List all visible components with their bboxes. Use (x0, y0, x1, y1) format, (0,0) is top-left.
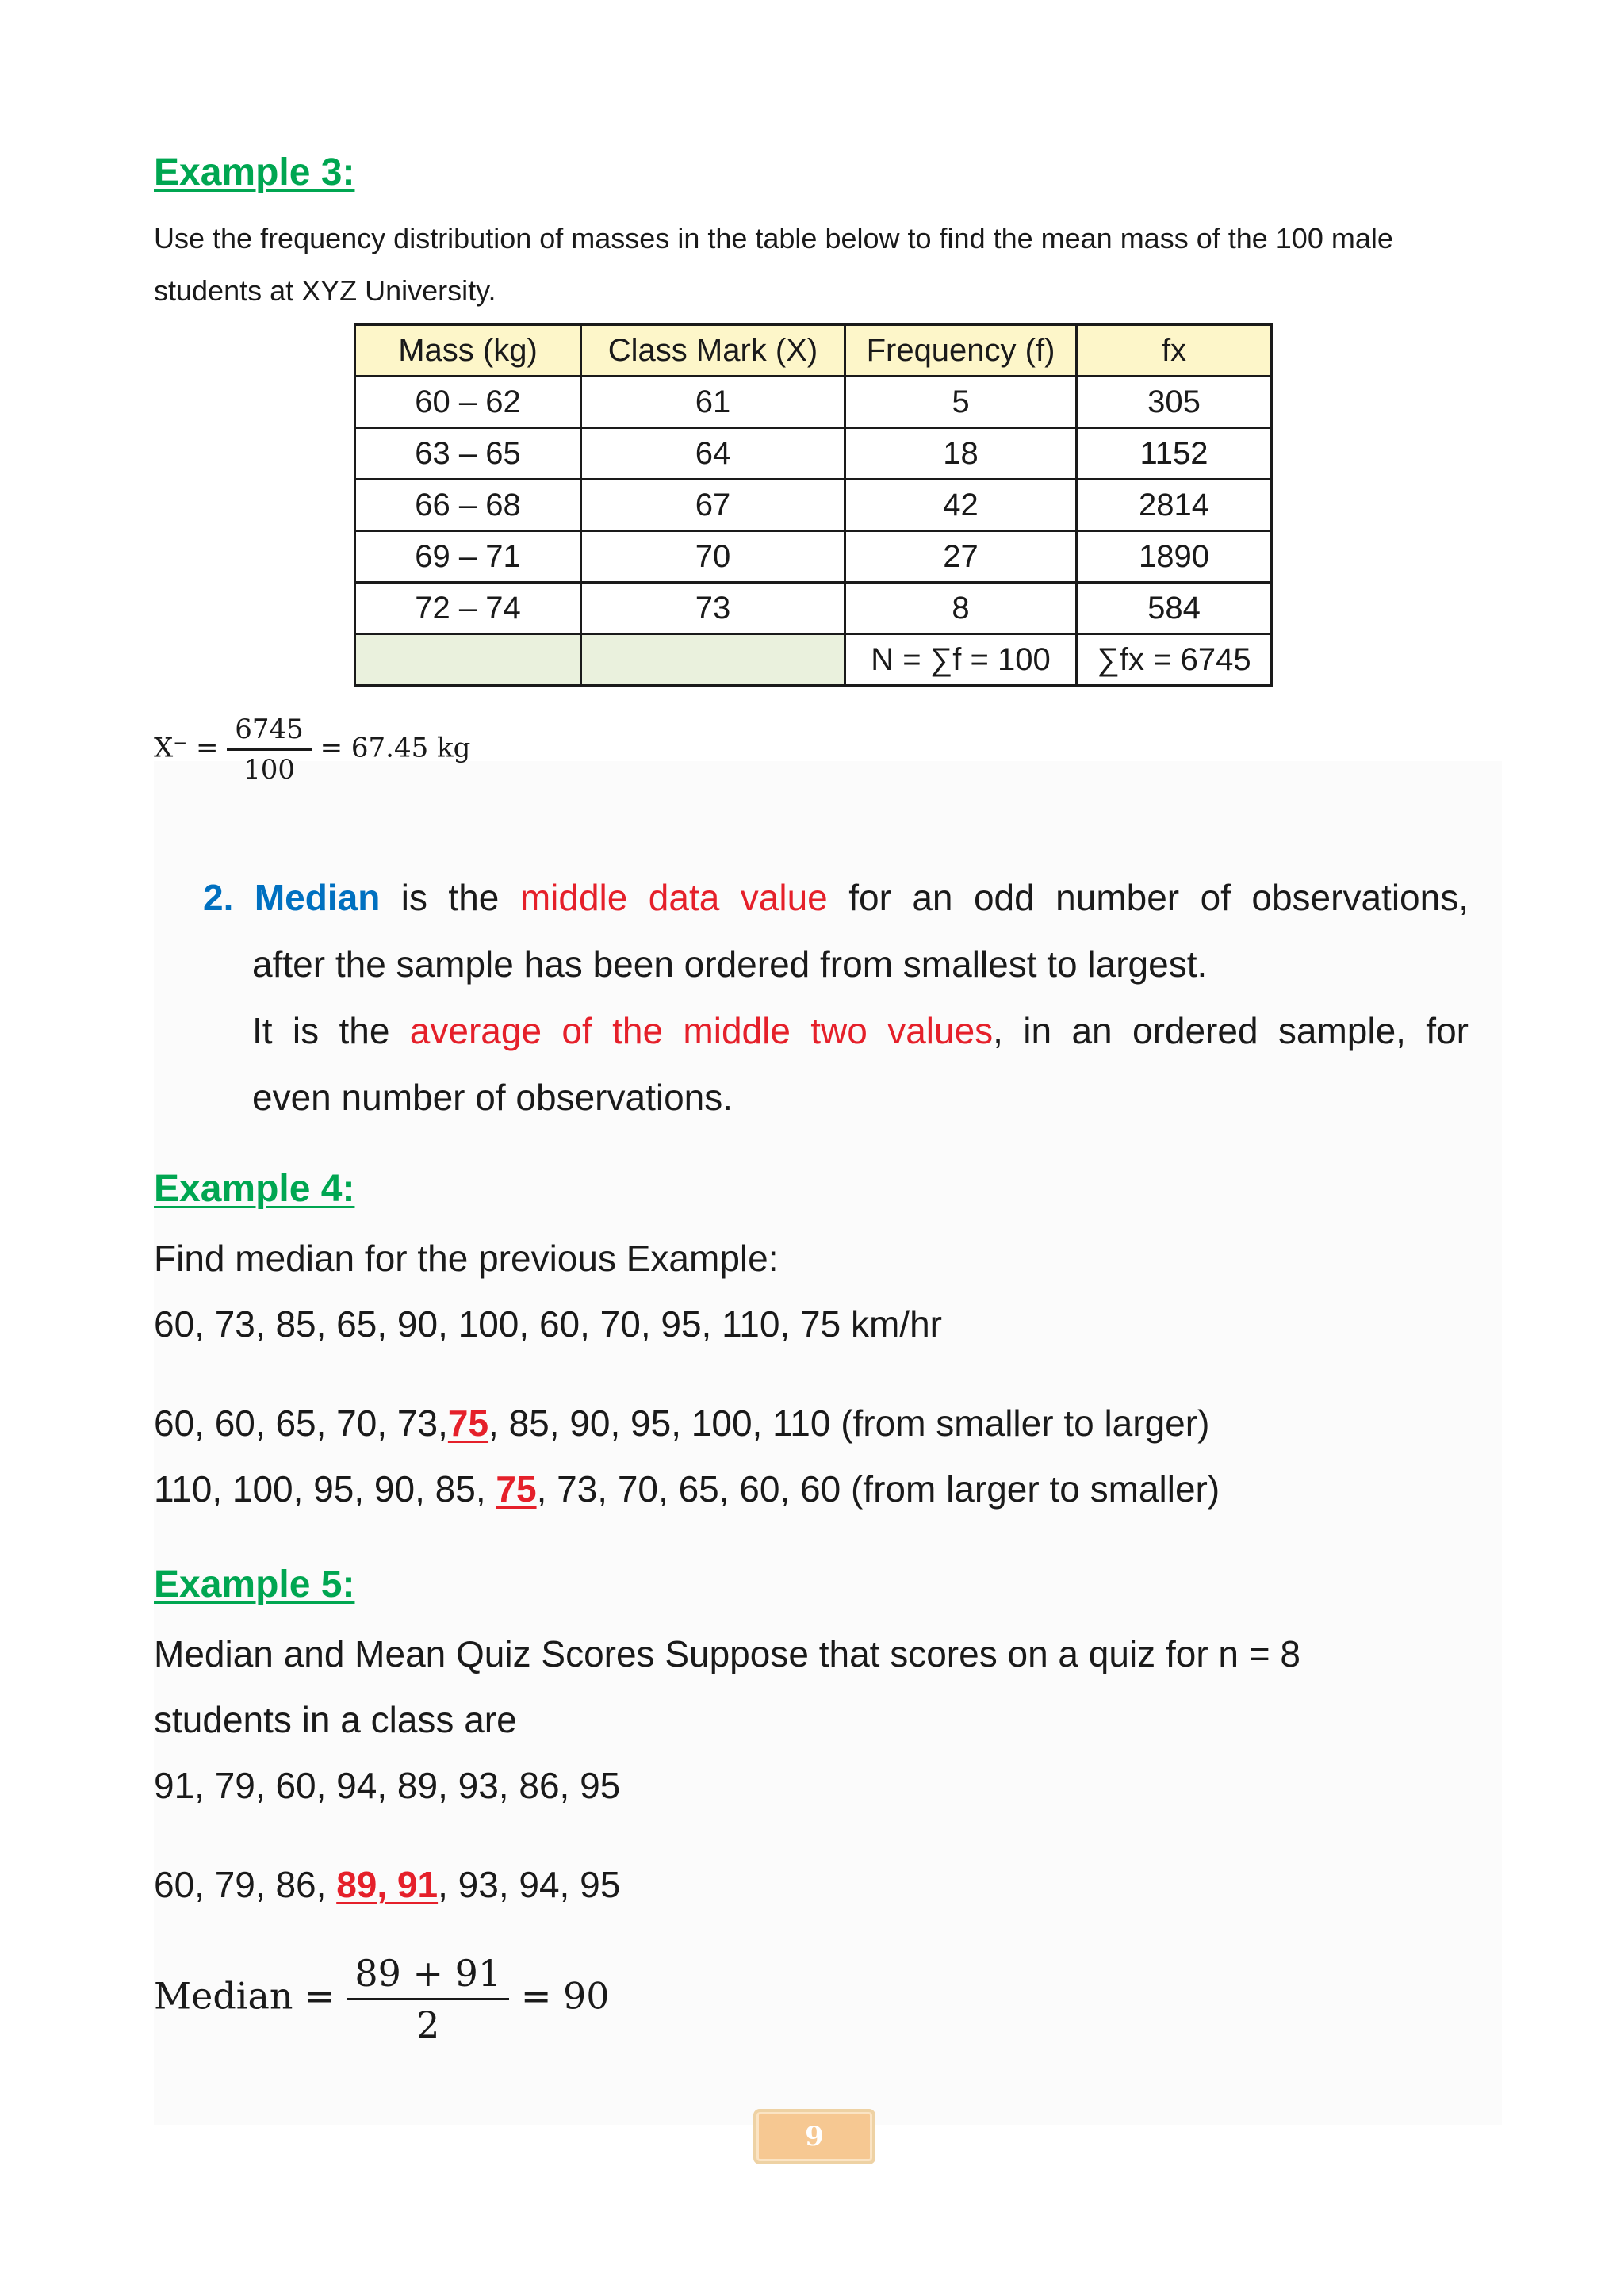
ascending-median: 75 (447, 1402, 489, 1444)
example-4-line-2: 60, 73, 85, 65, 90, 100, 60, 70, 95, 110, 75 km/hr (154, 1303, 942, 1345)
sorted-median-pair: 89, 91 (336, 1864, 439, 1905)
mean-formula (154, 714, 470, 786)
median-formula (154, 1952, 610, 2046)
cell-fx: 584 (1077, 583, 1272, 634)
cell-class-mark: 73 (581, 583, 845, 634)
median-text-1: is the (380, 877, 520, 918)
median-formula-lhs: Median = (154, 1974, 335, 2018)
cell-mass: 66 – 68 (355, 480, 581, 531)
median-highlight-2: average of the middle two values (409, 1010, 994, 1051)
median-text-4: , in an ordered sample, for (993, 1010, 1469, 1051)
descending-median: 75 (496, 1468, 537, 1510)
example-5-sorted (154, 1863, 620, 1906)
example-5-line-2: students in a class are (154, 1699, 517, 1740)
cell-frequency: 8 (845, 583, 1077, 634)
median-line-2: after the sample has been ordered from smallest to largest. (252, 943, 1208, 985)
cell-mass: 69 – 71 (355, 531, 581, 583)
header-class-mark: Class Mark (X) (581, 325, 845, 377)
cell-class-mark: 64 (581, 428, 845, 480)
table-row (355, 428, 1272, 480)
median-denominator: 2 (347, 1998, 509, 2046)
header-frequency: Frequency (f) (845, 325, 1077, 377)
cell-fx: 1890 (1077, 531, 1272, 583)
cell-total-empty (355, 634, 581, 686)
cell-fx: 2814 (1077, 480, 1272, 531)
cell-frequency: 18 (845, 428, 1077, 480)
median-text-3: It is the (252, 1010, 410, 1051)
example-4-ascending (154, 1402, 1209, 1445)
example-3-heading: Example 3: (154, 151, 355, 193)
frequency-table (354, 323, 1273, 687)
example-5-line-3: 91, 79, 60, 94, 89, 93, 86, 95 (154, 1765, 621, 1806)
example-3-intro: Use the frequency distribution of masses in the table below to find the mean mass of the 100 male students at XYZ University. (154, 222, 1393, 307)
cell-frequency: 42 (845, 480, 1077, 531)
median-definition (203, 864, 1469, 1131)
cell-total-fx: ∑fx = 6745 (1077, 634, 1272, 686)
table-row (355, 377, 1272, 428)
cell-fx: 1152 (1077, 428, 1272, 480)
cell-total-empty (581, 634, 845, 686)
ascending-prefix: 60, 60, 65, 70, 73, (154, 1402, 448, 1444)
mean-denominator: 100 (227, 748, 312, 786)
cell-mass: 72 – 74 (355, 583, 581, 634)
example-4-descending (154, 1468, 1220, 1510)
cell-mass: 63 – 65 (355, 428, 581, 480)
median-number: 2. (203, 877, 234, 918)
page-number-badge: 9 (753, 2109, 875, 2164)
cell-frequency: 5 (845, 377, 1077, 428)
descending-suffix: , 73, 70, 65, 60, 60 (from larger to smaller) (536, 1468, 1220, 1510)
example-4-heading: Example 4: (154, 1168, 355, 1210)
header-mass: Mass (kg) (355, 325, 581, 377)
median-formula-rhs: = 90 (520, 1974, 610, 2018)
sorted-prefix: 60, 79, 86, (154, 1864, 337, 1905)
median-term: Median (254, 877, 381, 918)
table-row (355, 583, 1272, 634)
cell-frequency: 27 (845, 531, 1077, 583)
cell-class-mark: 61 (581, 377, 845, 428)
header-fx: fx (1077, 325, 1272, 377)
median-fraction (347, 1952, 509, 2046)
ascending-suffix: , 85, 90, 95, 100, 110 (from smaller to larger) (488, 1402, 1210, 1444)
median-line-4: even number of observations. (252, 1077, 733, 1118)
table-row (355, 480, 1272, 531)
mean-rhs: = 67.45 kg (320, 732, 471, 764)
descending-prefix: 110, 100, 95, 90, 85, (154, 1468, 496, 1510)
example-4-line-1: Find median for the previous Example: (154, 1238, 779, 1279)
mean-fraction (227, 714, 312, 786)
mean-lhs: X⁻ = (154, 732, 219, 764)
median-numerator: 89 + 91 (354, 1952, 502, 1995)
median-text-2: for an odd number of observations, (827, 877, 1469, 918)
table-header-row (355, 325, 1272, 377)
table-total-row (355, 634, 1272, 686)
example-5-line-1: Median and Mean Quiz Scores Suppose that scores on a quiz for n = 8 (154, 1633, 1301, 1674)
median-highlight-1: middle data value (519, 877, 828, 918)
table-row (355, 531, 1272, 583)
cell-fx: 305 (1077, 377, 1272, 428)
example-5-heading: Example 5: (154, 1563, 355, 1605)
cell-total-frequency: N = ∑f = 100 (845, 634, 1077, 686)
sorted-suffix: , 93, 94, 95 (438, 1864, 621, 1905)
cell-mass: 60 – 62 (355, 377, 581, 428)
mean-numerator: 6745 (235, 714, 304, 745)
cell-class-mark: 70 (581, 531, 845, 583)
cell-class-mark: 67 (581, 480, 845, 531)
